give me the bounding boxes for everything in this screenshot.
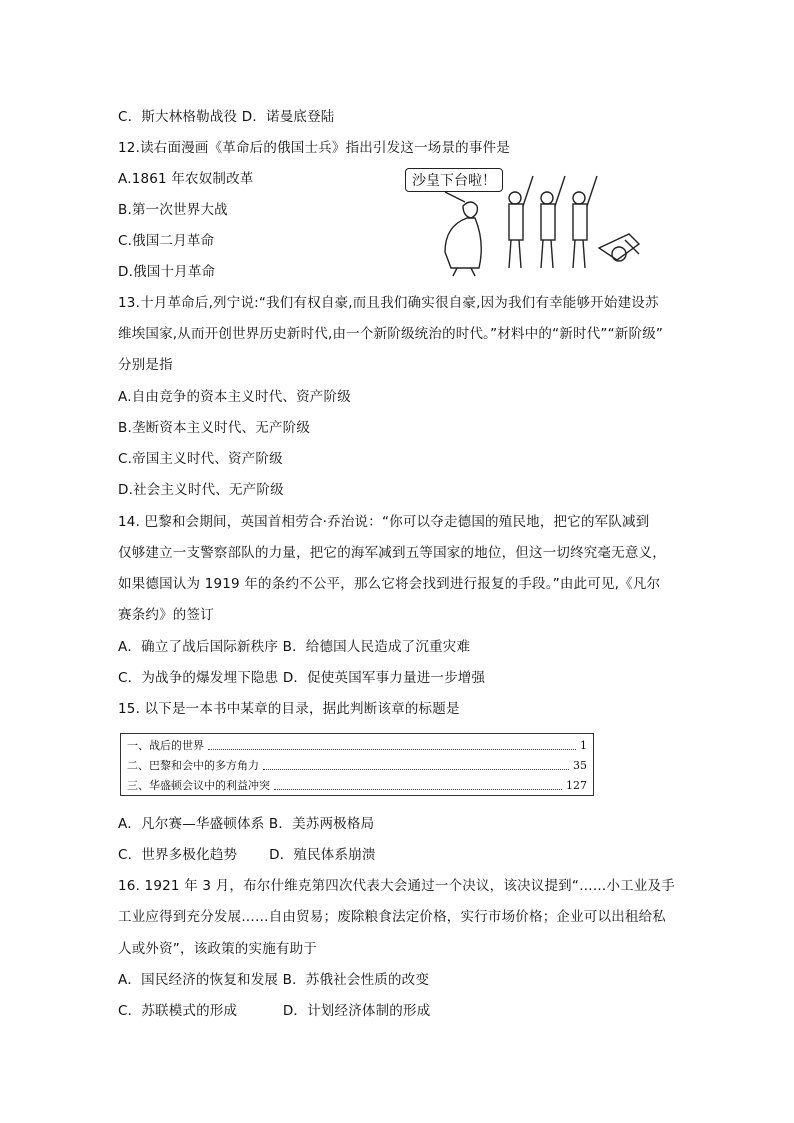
toc-row-page: 1 — [580, 738, 587, 752]
q14-stem-line4: 赛条约》的签订 — [118, 607, 214, 623]
q15-options-cd: C．世界多极化趋势 D．殖民体系崩溃 — [118, 847, 376, 863]
q16-stem-line3: 人或外资”，该政策的实施有助于 — [118, 941, 317, 957]
q14-options-cd: C．为战争的爆发埋下隐患 D．促使英国军事力量进一步增强 — [118, 670, 486, 686]
q13-option-c: C.帝国主义时代、资产阶级 — [118, 451, 283, 467]
q16-stem-line2: 工业应得到充分发展……自由贸易；废除粮食法定价格，实行市场价格；企业可以出租给私 — [118, 909, 666, 925]
q12-option-d: D.俄国十月革命 — [118, 264, 216, 280]
q11-options: C．斯大林格勒战役 D．诺曼底登陆 — [118, 109, 335, 125]
toc-row-page: 127 — [566, 778, 587, 792]
q14-stem-line1: 14. 巴黎和会期间，英国首相劳合·乔治说：“你可以夺走德国的殖民地，把它的军队减到 — [118, 514, 650, 530]
q14-options-ab: A．确立了战后国际新秩序 B．给德国人民造成了沉重灾难 — [118, 639, 471, 655]
q12-stem: 12.读右面漫画《革命后的俄国士兵》指出引发这一场景的事件是 — [118, 140, 510, 156]
cartoon-drawing — [405, 168, 645, 280]
toc-row-title: 二、巴黎和会中的多方角力 — [127, 759, 259, 772]
toc-row — [127, 736, 587, 754]
q16-options-cd: C．苏联模式的形成 D．计划经济体制的形成 — [118, 1003, 431, 1019]
q15-options-ab: A．凡尔赛—华盛顿体系 B．美苏两极格局 — [118, 816, 375, 832]
toc-row — [127, 776, 587, 794]
q13-stem-line1: 13.十月革命后,列宁说:“我们有权自豪,而且我们确实很自豪,因为我们有幸能够开始建设苏 — [118, 295, 659, 311]
q13-option-b: B.垄断资本主义时代、无产阶级 — [118, 420, 311, 436]
q13-stem-line3: 分别是指 — [118, 357, 173, 373]
q15-stem: 15. 以下是一本书中某章的目录，据此判断该章的标题是 — [118, 701, 460, 717]
toc-row — [127, 756, 587, 774]
q12-option-b: B.第一次世界大战 — [118, 202, 228, 218]
toc-row-title: 一、战后的世界 — [127, 739, 204, 752]
q13-option-d: D.社会主义时代、无产阶级 — [118, 482, 284, 498]
q16-options-ab: A．国民经济的恢复和发展 B．苏俄社会性质的改变 — [118, 972, 430, 988]
q14-stem-line3: 如果德国认为 1919 年的条约不公平，那么它将会找到进行报复的手段。”由此可见,《凡尔 — [118, 576, 661, 592]
toc-leader-dots — [208, 741, 576, 750]
q12-option-c: C.俄国二月革命 — [118, 233, 215, 249]
revolution-soldiers-cartoon — [405, 168, 645, 280]
q13-option-a: A.自由竞争的资本主义时代、资产阶级 — [118, 389, 351, 405]
q12-option-a: A.1861 年农奴制改革 — [118, 171, 254, 187]
book-contents-box — [120, 733, 594, 796]
toc-row-page: 35 — [573, 758, 587, 772]
q13-stem-line2: 维埃国家,从而开创世界历史新时代,由一个新阶级统治的时代。”材料中的“新时代”“新阶级” — [118, 326, 664, 342]
q16-stem-line1: 16. 1921 年 3 月，布尔什维克第四次代表大会通过一个决议，该决议提到“……小工业及手 — [118, 878, 675, 894]
toc-leader-dots — [274, 781, 562, 790]
q14-stem-line2: 仅够建立一支警察部队的力量，把它的海军减到五等国家的地位，但这一切终究毫无意义， — [118, 545, 666, 561]
cartoon-speech-bubble: 沙皇下台啦！ — [405, 168, 503, 192]
toc-row-title: 三、华盛顿会议中的利益冲突 — [127, 779, 270, 792]
toc-leader-dots — [263, 761, 569, 770]
